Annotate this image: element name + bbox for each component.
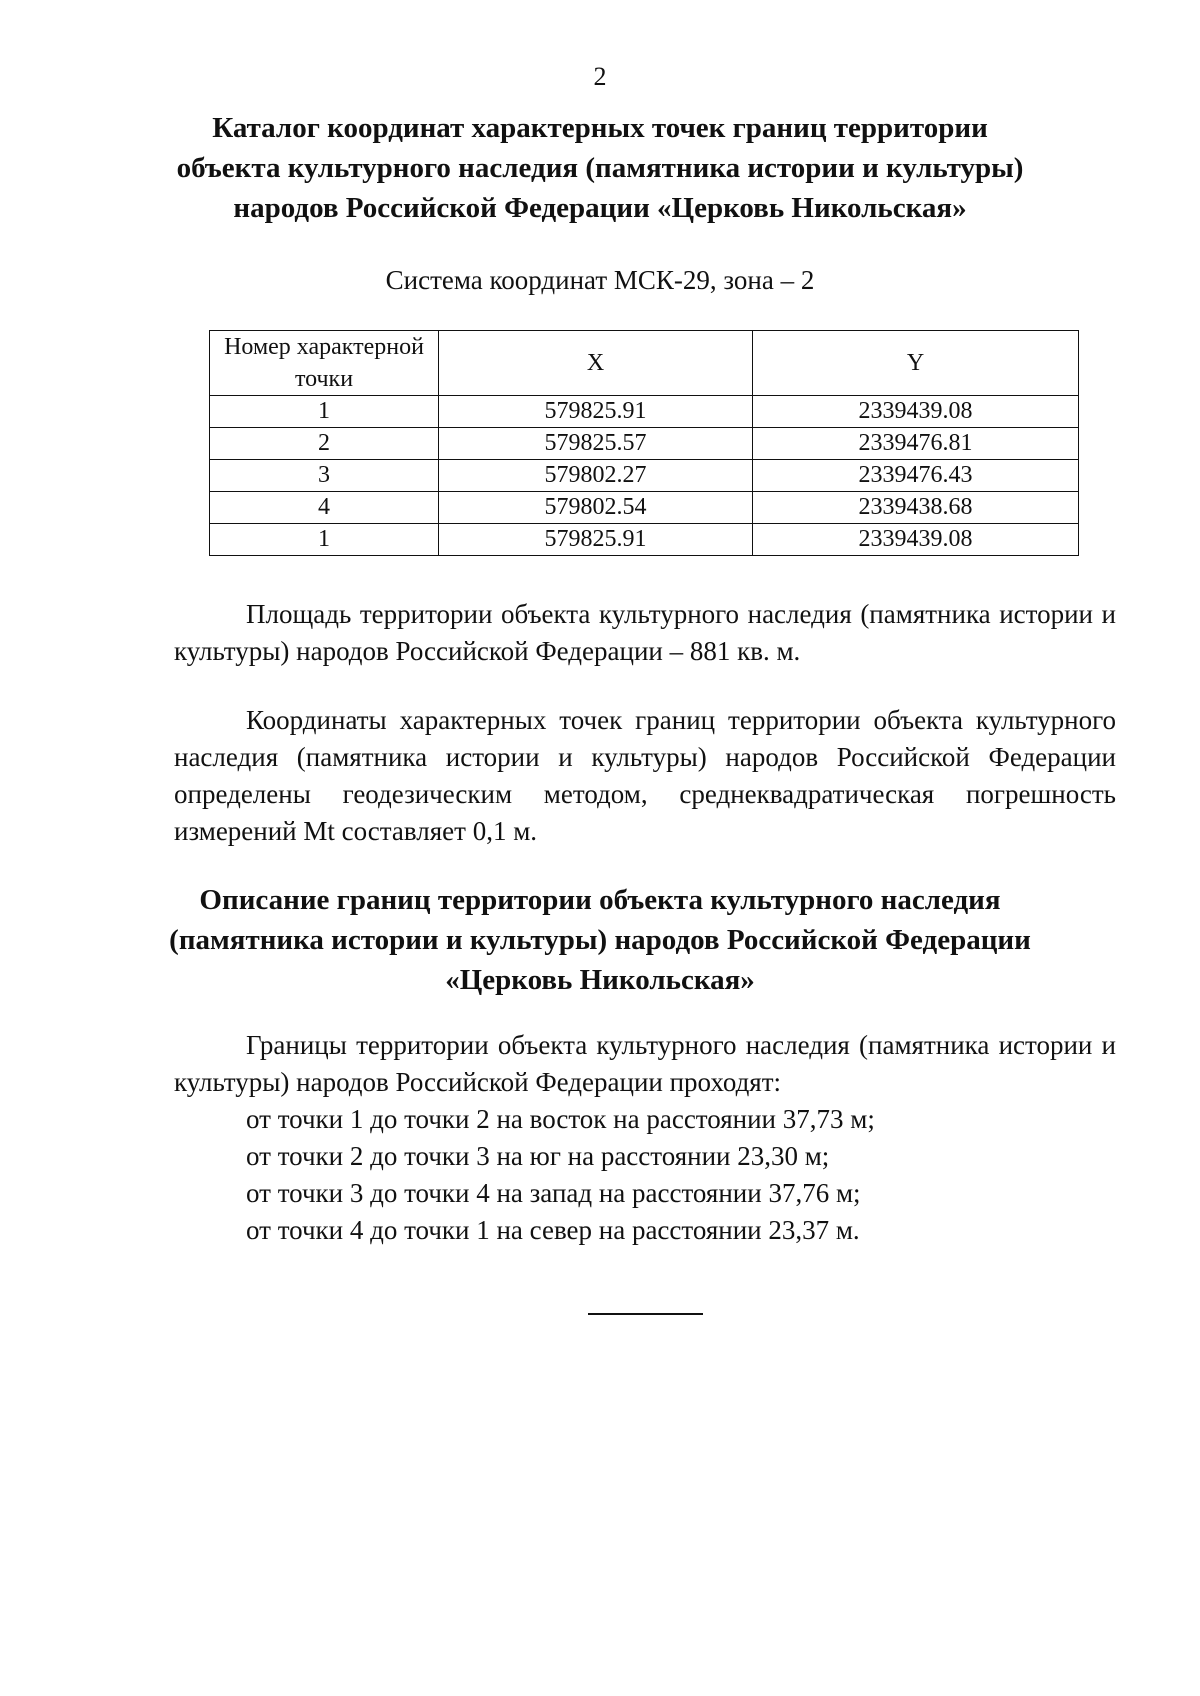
end-divider xyxy=(588,1313,703,1315)
catalog-title-line-3: народов Российской Федерации «Церковь Никольская» xyxy=(233,192,967,224)
table-header-row xyxy=(210,331,1079,396)
y-cell: 2339476.81 xyxy=(753,428,1079,460)
boundaries-paragraph: Границы территории объекта культурного наследия (памятника истории и культуры) народов Российской Федерации проходят: xyxy=(174,1030,1116,1097)
list-item: от точки 1 до точки 2 на восток на расстоянии 37,73 м; xyxy=(246,1104,875,1134)
point-number-cell: 4 xyxy=(210,492,439,524)
list-item: от точки 3 до точки 4 на запад на расстоянии 37,76 м; xyxy=(246,1178,861,1208)
list-item: от точки 4 до точки 1 на север на расстоянии 23,37 м. xyxy=(246,1215,860,1245)
x-cell: 579825.91 xyxy=(439,524,753,556)
header-point-number: Номер характерной точки xyxy=(210,331,439,396)
coordinate-system: Система координат МСК-29, зона – 2 xyxy=(385,265,815,295)
header-x: X xyxy=(439,331,753,396)
list-item: от точки 2 до точки 3 на юг на расстоянии 23,30 м; xyxy=(246,1141,830,1171)
y-cell: 2339439.08 xyxy=(753,524,1079,556)
table-row xyxy=(210,524,1079,556)
coordinates-table xyxy=(209,330,1079,556)
table-row xyxy=(210,492,1079,524)
x-cell: 579802.27 xyxy=(439,460,753,492)
table-row xyxy=(210,396,1079,428)
point-number-cell: 1 xyxy=(210,524,439,556)
table-row xyxy=(210,460,1079,492)
x-cell: 579825.57 xyxy=(439,428,753,460)
catalog-title xyxy=(140,108,1060,228)
catalog-title-line-2: объекта культурного наследия (памятника истории и культуры) xyxy=(176,152,1024,184)
coordinates-method-paragraph: Координаты характерных точек границ территории объекта культурного наследия (памятника истории и культуры) народов Российской Федерации определены геодезическим методом, среднеквадратическая погрешность измерений Mt составляет 0,1 м. xyxy=(174,705,1116,846)
boundary-segments-list xyxy=(246,1101,1126,1249)
y-cell: 2339476.43 xyxy=(753,460,1079,492)
table-row xyxy=(210,428,1079,460)
y-cell: 2339439.08 xyxy=(753,396,1079,428)
description-title-line-2: (памятника истории и культуры) народов Российской Федерации xyxy=(169,924,1031,956)
header-y: Y xyxy=(753,331,1079,396)
point-number-cell: 1 xyxy=(210,396,439,428)
point-number-cell: 3 xyxy=(210,460,439,492)
x-cell: 579825.91 xyxy=(439,396,753,428)
catalog-title-line-1: Каталог координат характерных точек границ территории xyxy=(212,112,988,144)
y-cell: 2339438.68 xyxy=(753,492,1079,524)
description-title-line-3: «Церковь Никольская» xyxy=(445,964,755,996)
area-paragraph: Площадь территории объекта культурного наследия (памятника истории и культуры) народов Российской Федерации – 881 кв. м. xyxy=(174,599,1116,666)
page-number: 2 xyxy=(593,62,607,91)
description-title xyxy=(140,880,1060,1000)
x-cell: 579802.54 xyxy=(439,492,753,524)
point-number-cell: 2 xyxy=(210,428,439,460)
description-title-line-1: Описание границ территории объекта культурного наследия xyxy=(199,884,1001,916)
